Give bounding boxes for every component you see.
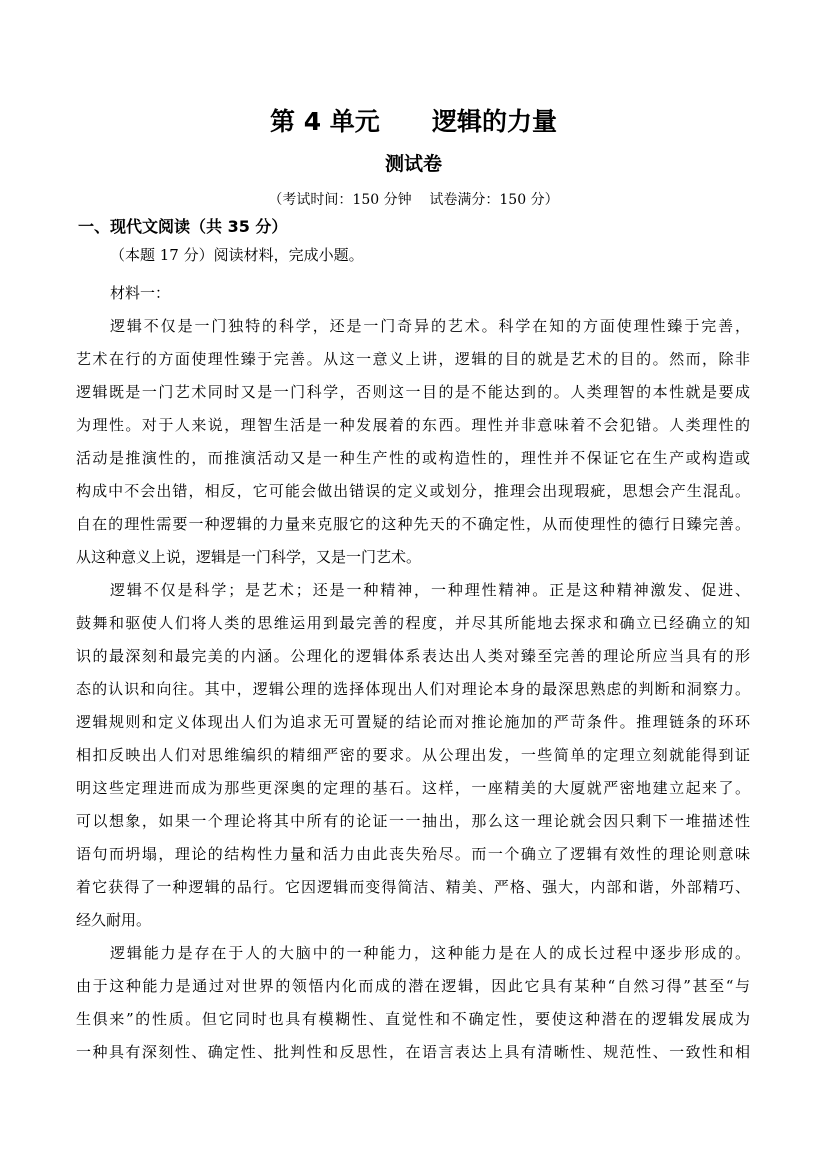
paragraph-2-line: 着它获得了一种逻辑的品行。它因逻辑而变得简洁、精美、严格、强大，内部和谐，外部精巧、 bbox=[76, 878, 750, 896]
paragraph-2-line: 鼓舞和驱使人们将人类的思维运用到最完善的程度，并尽其所能地去探求和确立已经确立的知 bbox=[76, 614, 750, 632]
paragraph-2-line: 识的最深刻和最完美的内涵。公理化的逻辑体系表达出人类对臻至完善的理论所应当具有的形 bbox=[76, 647, 750, 665]
paragraph-2-line: 经久耐用。 bbox=[76, 911, 152, 929]
paragraph-2-line: 态的认识和向往。其中，逻辑公理的选择体现出人们对理论本身的最深思熟虑的判断和洞察力。 bbox=[76, 680, 750, 698]
paragraph-1-line: 逻辑不仅是一门独特的科学，还是一门奇异的艺术。科学在知的方面使理性臻于完善， bbox=[110, 317, 750, 335]
paragraph-1-line: 从这种意义上说，逻辑是一门科学，又是一门艺术。 bbox=[76, 548, 422, 566]
paragraph-1-line: 构成中不会出错，相反，它可能会做出错误的定义或划分，推理会出现瑕疵，思想会产生混乱。 bbox=[76, 482, 750, 500]
material-label: 材料一： bbox=[110, 284, 171, 302]
paragraph-1-line: 艺术在行的方面使理性臻于完善。从这一意义上讲，逻辑的目的就是艺术的目的。然而，除非 bbox=[76, 350, 750, 368]
paragraph-3-line: 逻辑能力是存在于人的大脑中的一种能力，这种能力是在人的成长过程中逐步形成的。 bbox=[110, 944, 750, 962]
section-heading: 一、现代文阅读（共 35 分） bbox=[78, 217, 288, 236]
paragraph-1-line: 活动是推演性的，而推演活动又是一种生产性的或构造性的，理性并不保证它在生产或构造或 bbox=[76, 449, 750, 467]
paragraph-2-line: 逻辑不仅是科学；是艺术；还是一种精神，一种理性精神。正是这种精神激发、促进、 bbox=[110, 581, 750, 599]
paragraph-3-line: 由于这种能力是通过对世界的领悟内化而成的潜在逻辑，因此它具有某种“自然习得”甚至“与 bbox=[76, 977, 750, 995]
exam-info: （考试时间：150 分钟 试卷满分：150 分） bbox=[268, 192, 559, 208]
question-intro: （本题 17 分）阅读材料，完成小题。 bbox=[110, 246, 364, 264]
paragraph-2-line: 逻辑规则和定义体现出人们为追求无可置疑的结论而对推论施加的严苛条件。推理链条的环环 bbox=[76, 713, 750, 731]
paragraph-2-line: 可以想象，如果一个理论将其中所有的论证一一抽出，那么这一理论就会因只剩下一堆描述性 bbox=[76, 812, 750, 830]
paragraph-2-line: 明这些定理进而成为那些更深奥的定理的基石。这样，一座精美的大厦就严密地建立起来了。 bbox=[76, 779, 750, 797]
paragraph-3-line: 生俱来”的性质。但它同时也具有模糊性、直觉性和不确定性，要使这种潜在的逻辑发展成为 bbox=[76, 1010, 750, 1028]
paragraph-2-line: 语句而坍塌，理论的结构性力量和活力由此丧失殆尽。而一个确立了逻辑有效性的理论则意味 bbox=[76, 845, 750, 863]
paragraph-1-line: 逻辑既是一门艺术同时又是一门科学，否则这一目的是不能达到的。人类理智的本性就是要成 bbox=[76, 383, 750, 401]
paragraph-1-line: 自在的理性需要一种逻辑的力量来克服它的这种先天的不确定性，从而使理性的德行日臻完善。 bbox=[76, 515, 750, 533]
test-subtitle: 测试卷 bbox=[384, 153, 442, 175]
paragraph-2-line: 相扣反映出人们对思维编织的精细严密的要求。从公理出发，一些简单的定理立刻就能得到证 bbox=[76, 746, 750, 764]
paragraph-1-line: 为理性。对于人来说，理智生活是一种发展着的东西。理性并非意味着不会犯错。人类理性的 bbox=[76, 416, 750, 434]
paragraph-3-line: 一种具有深刻性、确定性、批判性和反思性，在语言表达上具有清晰性、规范性、一致性和相 bbox=[76, 1043, 750, 1061]
unit-title: 第 4 单元 逻辑的力量 bbox=[269, 107, 558, 136]
